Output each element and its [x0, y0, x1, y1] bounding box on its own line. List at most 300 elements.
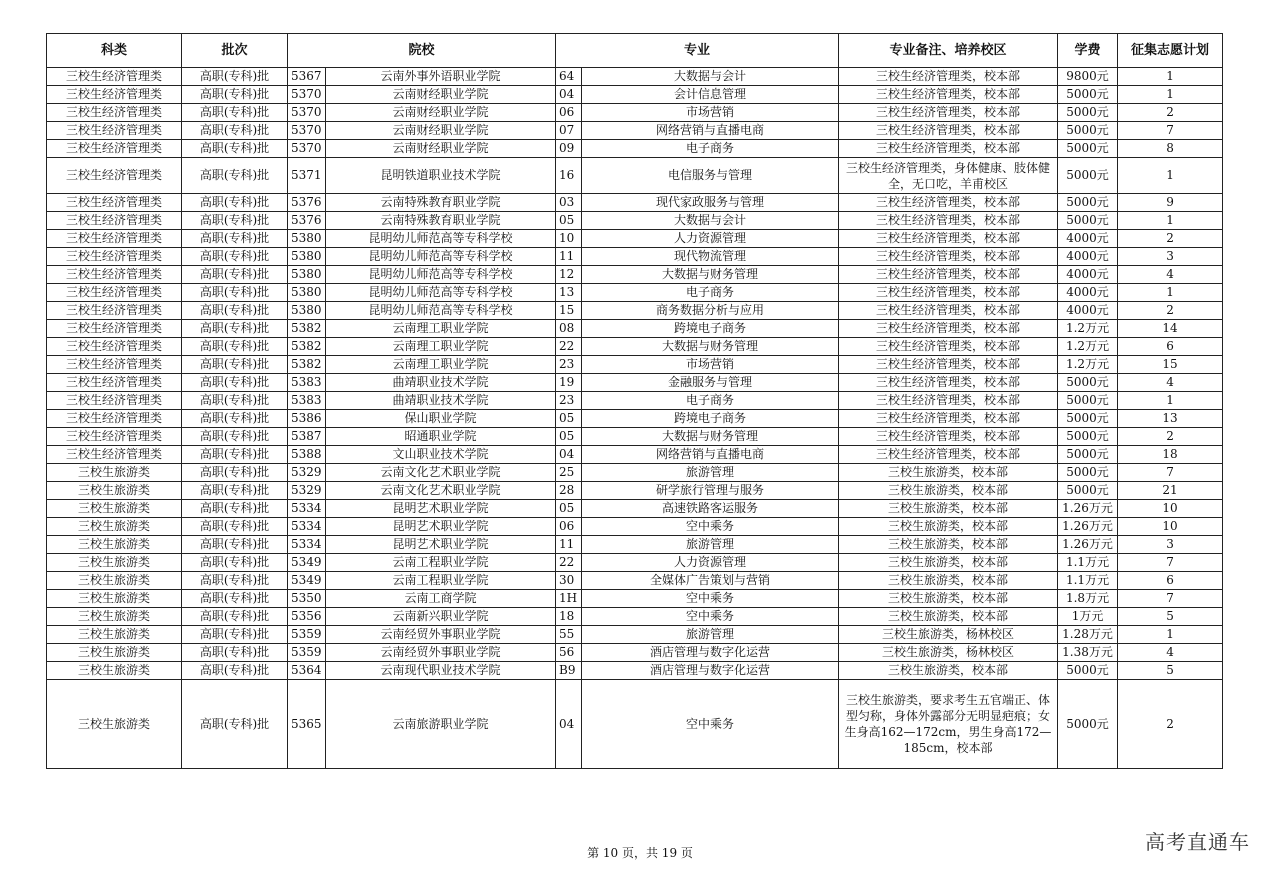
cell-tuition: 5000元 [1058, 482, 1118, 500]
cell-school-name: 昆明幼儿师范高等专科学校 [326, 266, 556, 284]
cell-category: 三校生经济管理类 [47, 230, 182, 248]
cell-school-code: 5370 [288, 104, 326, 122]
cell-major-name: 跨境电子商务 [582, 320, 839, 338]
cell-school-name: 曲靖职业技术学院 [326, 374, 556, 392]
cell-major-code: 16 [556, 158, 582, 194]
cell-batch: 高职(专科)批 [182, 68, 288, 86]
cell-major-code: 30 [556, 572, 582, 590]
cell-major-code: 06 [556, 518, 582, 536]
cell-notes: 三校生经济管理类，校本部 [839, 320, 1058, 338]
cell-major-name: 人力资源管理 [582, 554, 839, 572]
cell-category: 三校生经济管理类 [47, 158, 182, 194]
header-school: 院校 [288, 34, 556, 68]
cell-major-code: 08 [556, 320, 582, 338]
cell-tuition: 1.1万元 [1058, 554, 1118, 572]
cell-batch: 高职(专科)批 [182, 572, 288, 590]
cell-school-code: 5350 [288, 590, 326, 608]
cell-notes: 三校生旅游类，校本部 [839, 590, 1058, 608]
cell-plan: 2 [1118, 428, 1223, 446]
cell-school-code: 5329 [288, 482, 326, 500]
cell-notes: 三校生经济管理类，身体健康、肢体健全，无口吃，羊甫校区 [839, 158, 1058, 194]
cell-notes: 三校生经济管理类，校本部 [839, 446, 1058, 464]
cell-school-code: 5383 [288, 374, 326, 392]
cell-category: 三校生经济管理类 [47, 86, 182, 104]
cell-batch: 高职(专科)批 [182, 536, 288, 554]
table-row [47, 284, 1223, 302]
cell-plan: 6 [1118, 572, 1223, 590]
cell-school-name: 云南财经职业学院 [326, 122, 556, 140]
cell-notes: 三校生经济管理类，校本部 [839, 392, 1058, 410]
cell-major-name: 会计信息管理 [582, 86, 839, 104]
table-row [47, 662, 1223, 680]
table-row [47, 320, 1223, 338]
cell-major-code: 22 [556, 338, 582, 356]
cell-batch: 高职(专科)批 [182, 302, 288, 320]
watermark: 高考直通车 [1145, 830, 1250, 854]
cell-school-name: 昆明艺术职业学院 [326, 518, 556, 536]
cell-category: 三校生经济管理类 [47, 122, 182, 140]
cell-notes: 三校生经济管理类，校本部 [839, 266, 1058, 284]
cell-notes: 三校生旅游类，校本部 [839, 500, 1058, 518]
cell-plan: 1 [1118, 284, 1223, 302]
cell-category: 三校生旅游类 [47, 554, 182, 572]
cell-batch: 高职(专科)批 [182, 680, 288, 769]
cell-school-code: 5382 [288, 320, 326, 338]
table-row [47, 158, 1223, 194]
cell-tuition: 9800元 [1058, 68, 1118, 86]
cell-school-code: 5370 [288, 140, 326, 158]
cell-plan: 4 [1118, 374, 1223, 392]
cell-batch: 高职(专科)批 [182, 644, 288, 662]
cell-plan: 4 [1118, 266, 1223, 284]
cell-category: 三校生经济管理类 [47, 248, 182, 266]
cell-notes: 三校生旅游类，校本部 [839, 662, 1058, 680]
table-row [47, 68, 1223, 86]
cell-batch: 高职(专科)批 [182, 500, 288, 518]
cell-batch: 高职(专科)批 [182, 464, 288, 482]
table-row [47, 590, 1223, 608]
cell-category: 三校生经济管理类 [47, 194, 182, 212]
page-number: 第 10 页，共 19 页 [587, 846, 693, 860]
cell-major-name: 现代物流管理 [582, 248, 839, 266]
header-major: 专业 [556, 34, 839, 68]
table-row [47, 464, 1223, 482]
cell-notes: 三校生经济管理类，校本部 [839, 86, 1058, 104]
table-row [47, 302, 1223, 320]
cell-tuition: 1.26万元 [1058, 536, 1118, 554]
table-row [47, 356, 1223, 374]
cell-tuition: 1万元 [1058, 608, 1118, 626]
cell-category: 三校生旅游类 [47, 536, 182, 554]
cell-major-name: 旅游管理 [582, 626, 839, 644]
cell-plan: 1 [1118, 68, 1223, 86]
cell-major-name: 空中乘务 [582, 590, 839, 608]
cell-notes: 三校生旅游类，校本部 [839, 554, 1058, 572]
cell-plan: 18 [1118, 446, 1223, 464]
cell-school-name: 云南财经职业学院 [326, 140, 556, 158]
table-row [47, 428, 1223, 446]
cell-school-name: 昆明幼儿师范高等专科学校 [326, 284, 556, 302]
cell-tuition: 4000元 [1058, 230, 1118, 248]
cell-plan: 10 [1118, 500, 1223, 518]
cell-school-code: 5334 [288, 536, 326, 554]
cell-school-code: 5380 [288, 284, 326, 302]
cell-batch: 高职(专科)批 [182, 554, 288, 572]
cell-notes: 三校生经济管理类，校本部 [839, 428, 1058, 446]
cell-notes: 三校生经济管理类，校本部 [839, 374, 1058, 392]
cell-tuition: 5000元 [1058, 374, 1118, 392]
cell-category: 三校生旅游类 [47, 662, 182, 680]
cell-plan: 1 [1118, 392, 1223, 410]
cell-school-name: 云南新兴职业学院 [326, 608, 556, 626]
table-row [47, 248, 1223, 266]
cell-major-code: 55 [556, 626, 582, 644]
cell-tuition: 5000元 [1058, 446, 1118, 464]
cell-plan: 14 [1118, 320, 1223, 338]
cell-batch: 高职(专科)批 [182, 230, 288, 248]
cell-school-name: 云南理工职业学院 [326, 338, 556, 356]
cell-school-name: 云南理工职业学院 [326, 356, 556, 374]
cell-category: 三校生经济管理类 [47, 140, 182, 158]
cell-category: 三校生经济管理类 [47, 266, 182, 284]
cell-major-code: 15 [556, 302, 582, 320]
cell-plan: 7 [1118, 554, 1223, 572]
cell-tuition: 5000元 [1058, 680, 1118, 769]
cell-major-code: 05 [556, 410, 582, 428]
table-row [47, 536, 1223, 554]
table-row [47, 680, 1223, 769]
cell-notes: 三校生经济管理类，校本部 [839, 104, 1058, 122]
cell-major-name: 人力资源管理 [582, 230, 839, 248]
cell-category: 三校生旅游类 [47, 644, 182, 662]
table-body [47, 68, 1223, 769]
cell-plan: 2 [1118, 302, 1223, 320]
cell-tuition: 4000元 [1058, 248, 1118, 266]
cell-school-name: 昆明艺术职业学院 [326, 500, 556, 518]
cell-school-name: 昆明幼儿师范高等专科学校 [326, 302, 556, 320]
cell-major-name: 大数据与财务管理 [582, 338, 839, 356]
cell-batch: 高职(专科)批 [182, 662, 288, 680]
cell-plan: 2 [1118, 104, 1223, 122]
cell-notes: 三校生旅游类，校本部 [839, 482, 1058, 500]
table-row [47, 482, 1223, 500]
cell-tuition: 5000元 [1058, 194, 1118, 212]
cell-major-code: 04 [556, 86, 582, 104]
cell-category: 三校生经济管理类 [47, 68, 182, 86]
cell-school-name: 云南文化艺术职业学院 [326, 482, 556, 500]
header-batch: 批次 [182, 34, 288, 68]
cell-major-code: 23 [556, 356, 582, 374]
cell-category: 三校生旅游类 [47, 500, 182, 518]
cell-category: 三校生经济管理类 [47, 284, 182, 302]
cell-major-name: 市场营销 [582, 104, 839, 122]
cell-tuition: 5000元 [1058, 464, 1118, 482]
cell-major-code: B9 [556, 662, 582, 680]
cell-school-code: 5380 [288, 302, 326, 320]
cell-notes: 三校生旅游类，杨林校区 [839, 644, 1058, 662]
cell-plan: 2 [1118, 230, 1223, 248]
cell-plan: 13 [1118, 410, 1223, 428]
admission-table [46, 33, 1223, 769]
cell-tuition: 5000元 [1058, 158, 1118, 194]
cell-batch: 高职(专科)批 [182, 410, 288, 428]
table-row [47, 104, 1223, 122]
cell-batch: 高职(专科)批 [182, 374, 288, 392]
cell-major-name: 大数据与财务管理 [582, 428, 839, 446]
cell-batch: 高职(专科)批 [182, 158, 288, 194]
cell-school-name: 云南工程职业学院 [326, 572, 556, 590]
cell-batch: 高职(专科)批 [182, 446, 288, 464]
cell-school-code: 5380 [288, 230, 326, 248]
cell-notes: 三校生旅游类，杨林校区 [839, 626, 1058, 644]
cell-notes: 三校生经济管理类，校本部 [839, 338, 1058, 356]
cell-major-code: 05 [556, 500, 582, 518]
cell-tuition: 5000元 [1058, 122, 1118, 140]
cell-tuition: 1.2万元 [1058, 356, 1118, 374]
table-row [47, 194, 1223, 212]
cell-category: 三校生经济管理类 [47, 410, 182, 428]
cell-tuition: 1.2万元 [1058, 338, 1118, 356]
cell-major-name: 电信服务与管理 [582, 158, 839, 194]
cell-notes: 三校生旅游类，校本部 [839, 608, 1058, 626]
cell-plan: 2 [1118, 680, 1223, 769]
cell-plan: 3 [1118, 248, 1223, 266]
cell-major-code: 11 [556, 536, 582, 554]
cell-tuition: 4000元 [1058, 302, 1118, 320]
table-row [47, 374, 1223, 392]
cell-tuition: 5000元 [1058, 662, 1118, 680]
cell-batch: 高职(专科)批 [182, 392, 288, 410]
cell-major-name: 电子商务 [582, 140, 839, 158]
cell-school-name: 云南特殊教育职业学院 [326, 212, 556, 230]
table-row [47, 572, 1223, 590]
cell-school-code: 5359 [288, 644, 326, 662]
cell-category: 三校生旅游类 [47, 572, 182, 590]
cell-notes: 三校生经济管理类，校本部 [839, 230, 1058, 248]
cell-plan: 6 [1118, 338, 1223, 356]
cell-major-name: 研学旅行管理与服务 [582, 482, 839, 500]
cell-batch: 高职(专科)批 [182, 356, 288, 374]
cell-major-code: 11 [556, 248, 582, 266]
cell-major-name: 网络营销与直播电商 [582, 122, 839, 140]
cell-tuition: 1.26万元 [1058, 518, 1118, 536]
cell-school-name: 文山职业技术学院 [326, 446, 556, 464]
cell-major-code: 28 [556, 482, 582, 500]
cell-major-code: 22 [556, 554, 582, 572]
cell-batch: 高职(专科)批 [182, 482, 288, 500]
cell-notes: 三校生经济管理类，校本部 [839, 302, 1058, 320]
cell-notes: 三校生经济管理类，校本部 [839, 248, 1058, 266]
table-row [47, 266, 1223, 284]
cell-notes: 三校生经济管理类，校本部 [839, 68, 1058, 86]
cell-plan: 8 [1118, 140, 1223, 158]
cell-tuition: 1.26万元 [1058, 500, 1118, 518]
cell-category: 三校生经济管理类 [47, 302, 182, 320]
table-row [47, 392, 1223, 410]
cell-school-code: 5334 [288, 518, 326, 536]
cell-major-code: 12 [556, 266, 582, 284]
cell-batch: 高职(专科)批 [182, 428, 288, 446]
cell-major-name: 空中乘务 [582, 608, 839, 626]
cell-major-name: 大数据与财务管理 [582, 266, 839, 284]
cell-major-name: 市场营销 [582, 356, 839, 374]
cell-school-name: 昭通职业学院 [326, 428, 556, 446]
cell-category: 三校生旅游类 [47, 590, 182, 608]
cell-school-code: 5387 [288, 428, 326, 446]
table-row [47, 86, 1223, 104]
cell-tuition: 5000元 [1058, 392, 1118, 410]
cell-school-code: 5370 [288, 86, 326, 104]
cell-school-name: 昆明铁道职业技术学院 [326, 158, 556, 194]
cell-category: 三校生经济管理类 [47, 428, 182, 446]
cell-major-code: 25 [556, 464, 582, 482]
cell-category: 三校生经济管理类 [47, 374, 182, 392]
cell-tuition: 4000元 [1058, 284, 1118, 302]
table-row [47, 212, 1223, 230]
cell-school-name: 云南外事外语职业学院 [326, 68, 556, 86]
cell-category: 三校生经济管理类 [47, 446, 182, 464]
cell-category: 三校生经济管理类 [47, 212, 182, 230]
table-row [47, 140, 1223, 158]
cell-school-code: 5380 [288, 248, 326, 266]
cell-notes: 三校生经济管理类，校本部 [839, 194, 1058, 212]
cell-major-name: 现代家政服务与管理 [582, 194, 839, 212]
cell-school-name: 云南文化艺术职业学院 [326, 464, 556, 482]
cell-school-code: 5349 [288, 572, 326, 590]
cell-major-code: 04 [556, 680, 582, 769]
cell-tuition: 5000元 [1058, 410, 1118, 428]
cell-batch: 高职(专科)批 [182, 212, 288, 230]
cell-major-name: 跨境电子商务 [582, 410, 839, 428]
cell-school-code: 5365 [288, 680, 326, 769]
cell-school-name: 曲靖职业技术学院 [326, 392, 556, 410]
cell-category: 三校生旅游类 [47, 608, 182, 626]
cell-major-name: 网络营销与直播电商 [582, 446, 839, 464]
cell-major-name: 电子商务 [582, 392, 839, 410]
cell-tuition: 5000元 [1058, 140, 1118, 158]
header-tuition: 学费 [1058, 34, 1118, 68]
cell-school-code: 5356 [288, 608, 326, 626]
cell-plan: 4 [1118, 644, 1223, 662]
cell-school-name: 保山职业学院 [326, 410, 556, 428]
cell-school-name: 云南财经职业学院 [326, 86, 556, 104]
cell-plan: 7 [1118, 590, 1223, 608]
cell-batch: 高职(专科)批 [182, 590, 288, 608]
cell-school-code: 5364 [288, 662, 326, 680]
cell-tuition: 5000元 [1058, 104, 1118, 122]
cell-batch: 高职(专科)批 [182, 266, 288, 284]
table-row [47, 518, 1223, 536]
cell-school-name: 云南现代职业技术学院 [326, 662, 556, 680]
cell-school-code: 5334 [288, 500, 326, 518]
cell-school-name: 昆明艺术职业学院 [326, 536, 556, 554]
cell-category: 三校生经济管理类 [47, 338, 182, 356]
cell-school-code: 5386 [288, 410, 326, 428]
cell-batch: 高职(专科)批 [182, 104, 288, 122]
cell-major-code: 56 [556, 644, 582, 662]
cell-major-name: 金融服务与管理 [582, 374, 839, 392]
cell-category: 三校生经济管理类 [47, 356, 182, 374]
cell-major-code: 03 [556, 194, 582, 212]
cell-notes: 三校生旅游类，校本部 [839, 518, 1058, 536]
cell-school-code: 5376 [288, 194, 326, 212]
cell-major-name: 大数据与会计 [582, 212, 839, 230]
table-row [47, 230, 1223, 248]
cell-notes: 三校生经济管理类，校本部 [839, 212, 1058, 230]
cell-batch: 高职(专科)批 [182, 338, 288, 356]
cell-major-code: 05 [556, 428, 582, 446]
cell-school-code: 5382 [288, 356, 326, 374]
cell-school-code: 5329 [288, 464, 326, 482]
cell-school-name: 云南经贸外事职业学院 [326, 644, 556, 662]
cell-plan: 15 [1118, 356, 1223, 374]
table-row [47, 608, 1223, 626]
cell-tuition: 1.1万元 [1058, 572, 1118, 590]
cell-notes: 三校生经济管理类，校本部 [839, 410, 1058, 428]
cell-major-code: 19 [556, 374, 582, 392]
cell-plan: 10 [1118, 518, 1223, 536]
cell-school-code: 5367 [288, 68, 326, 86]
cell-major-name: 旅游管理 [582, 464, 839, 482]
table-row [47, 644, 1223, 662]
cell-category: 三校生旅游类 [47, 482, 182, 500]
cell-school-name: 云南旅游职业学院 [326, 680, 556, 769]
cell-school-code: 5380 [288, 266, 326, 284]
cell-school-code: 5383 [288, 392, 326, 410]
cell-notes: 三校生旅游类，校本部 [839, 536, 1058, 554]
cell-batch: 高职(专科)批 [182, 194, 288, 212]
cell-school-code: 5371 [288, 158, 326, 194]
cell-school-code: 5376 [288, 212, 326, 230]
cell-category: 三校生经济管理类 [47, 392, 182, 410]
cell-batch: 高职(专科)批 [182, 320, 288, 338]
cell-major-code: 23 [556, 392, 582, 410]
cell-notes: 三校生经济管理类，校本部 [839, 284, 1058, 302]
cell-notes: 三校生经济管理类，校本部 [839, 122, 1058, 140]
cell-batch: 高职(专科)批 [182, 248, 288, 266]
cell-plan: 3 [1118, 536, 1223, 554]
cell-school-name: 昆明幼儿师范高等专科学校 [326, 248, 556, 266]
cell-category: 三校生旅游类 [47, 680, 182, 769]
cell-school-code: 5370 [288, 122, 326, 140]
cell-major-code: 64 [556, 68, 582, 86]
cell-major-name: 空中乘务 [582, 518, 839, 536]
cell-plan: 5 [1118, 662, 1223, 680]
cell-batch: 高职(专科)批 [182, 122, 288, 140]
cell-plan: 1 [1118, 212, 1223, 230]
cell-plan: 1 [1118, 86, 1223, 104]
cell-major-code: 09 [556, 140, 582, 158]
cell-category: 三校生旅游类 [47, 626, 182, 644]
cell-major-name: 空中乘务 [582, 680, 839, 769]
table-row [47, 122, 1223, 140]
cell-school-code: 5359 [288, 626, 326, 644]
table-row [47, 554, 1223, 572]
cell-tuition: 5000元 [1058, 212, 1118, 230]
header-category: 科类 [47, 34, 182, 68]
table-row [47, 626, 1223, 644]
cell-major-code: 07 [556, 122, 582, 140]
cell-major-name: 电子商务 [582, 284, 839, 302]
cell-tuition: 1.8万元 [1058, 590, 1118, 608]
cell-category: 三校生经济管理类 [47, 320, 182, 338]
cell-major-code: 10 [556, 230, 582, 248]
cell-major-name: 酒店管理与数字化运营 [582, 644, 839, 662]
cell-major-code: 1H [556, 590, 582, 608]
cell-batch: 高职(专科)批 [182, 140, 288, 158]
cell-tuition: 1.2万元 [1058, 320, 1118, 338]
cell-tuition: 1.38万元 [1058, 644, 1118, 662]
